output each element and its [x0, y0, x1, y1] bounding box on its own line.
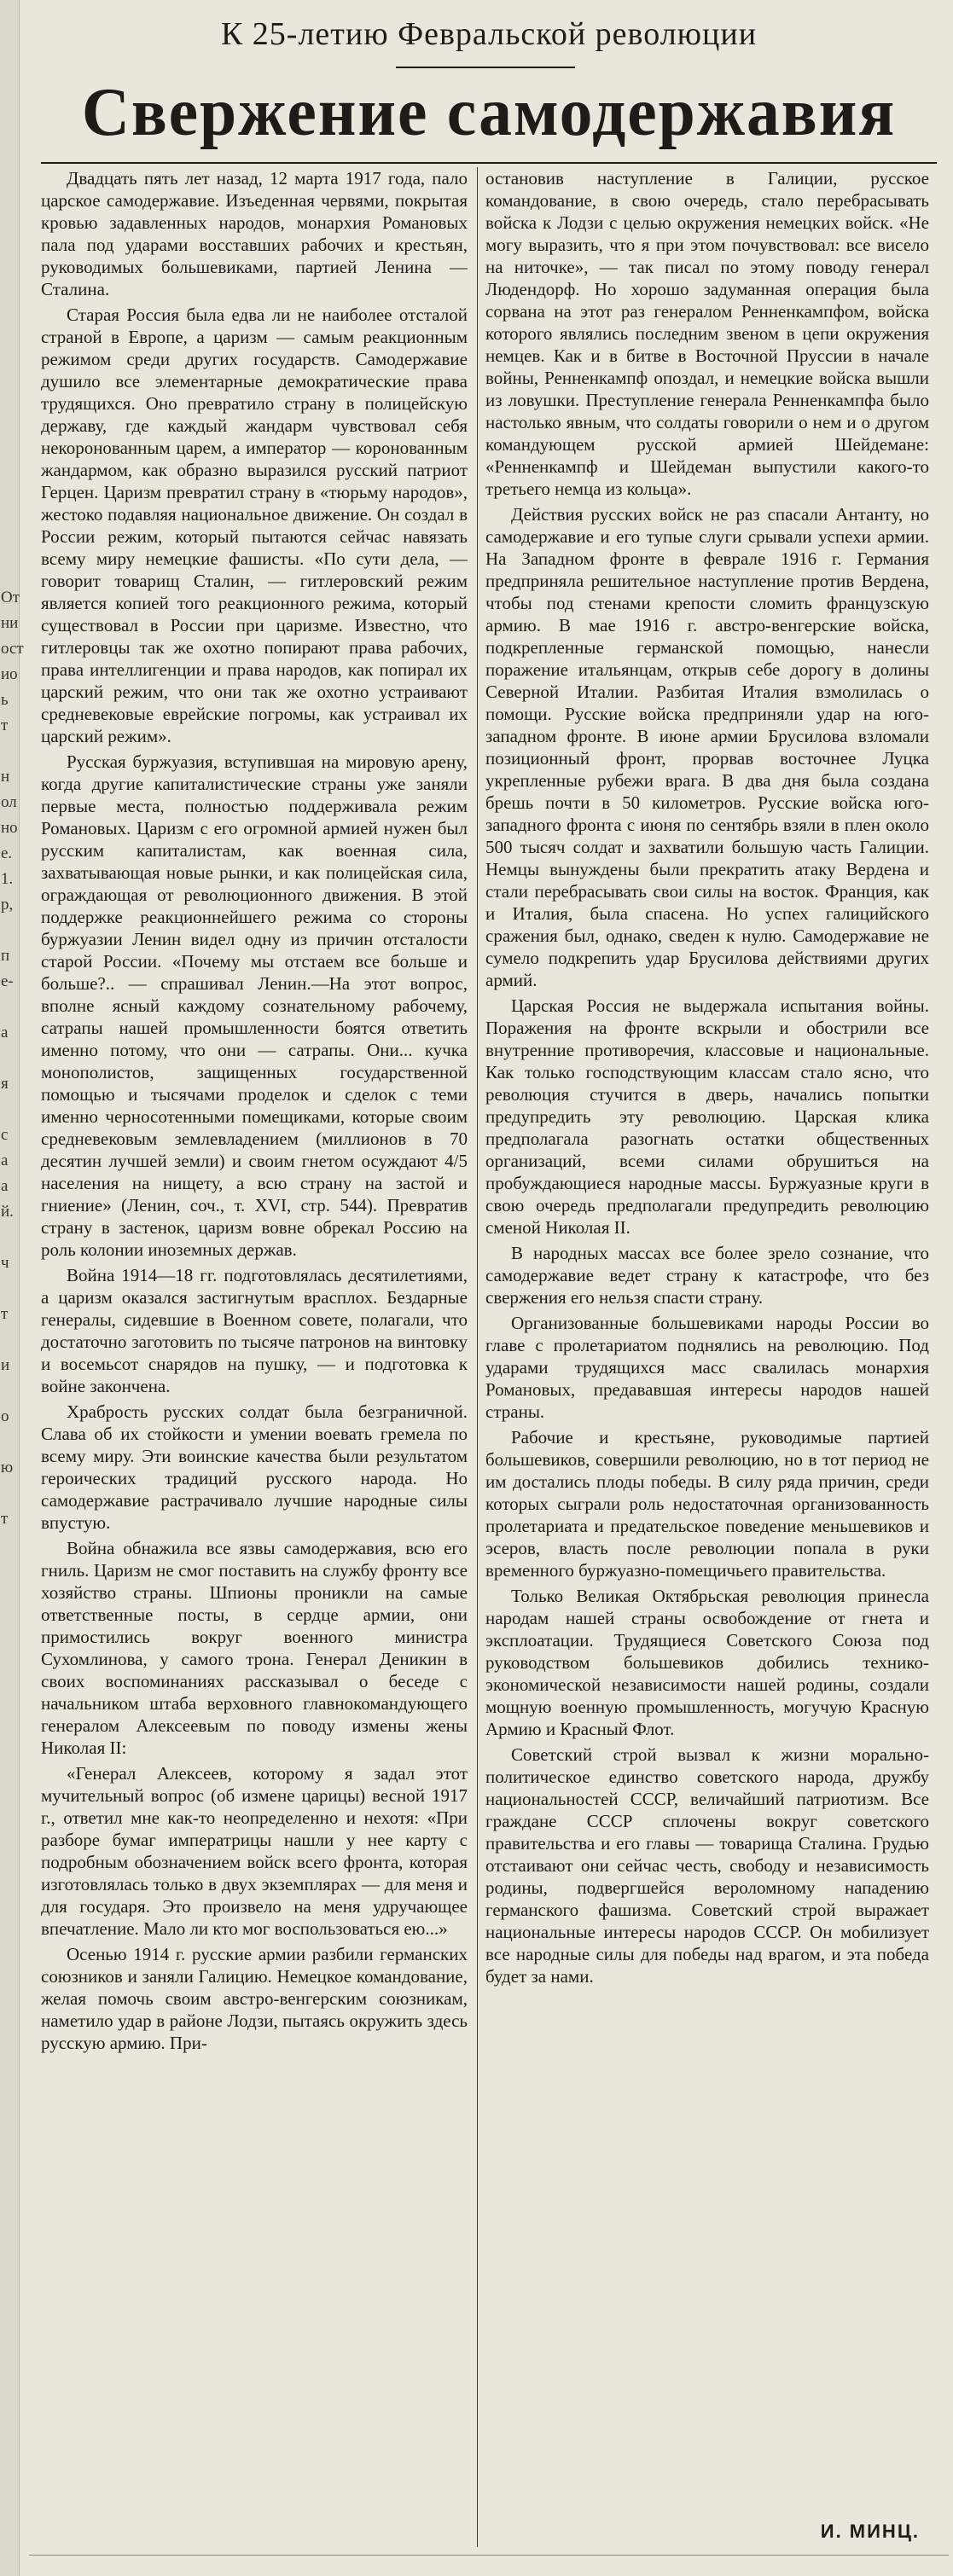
- strip-fragment: а: [1, 1177, 9, 1195]
- strip-fragment: но: [1, 819, 18, 837]
- strip-fragment: ол: [1, 793, 17, 811]
- strip-fragment: й.: [1, 1203, 14, 1221]
- strip-fragment: ч: [1, 1254, 9, 1272]
- column-divider: [477, 167, 478, 2547]
- strip-fragment: н: [1, 768, 10, 786]
- article-paragraph: Рабочие и крестьяне, руководимые партией большевиков, совершили революцию, но в тот период не им достались плоды победы. В силу ряда причин, среди которых сыграли роль недостаточная организованность пролетариата и предательское поведение меньшевиков и эсеров, власть после революции попала в руки временного буржуазно-помещичьего правительства.: [485, 1427, 929, 1581]
- neighbor-column-fragment: [0, 0, 24, 2576]
- strip-fragment: р,: [1, 896, 14, 914]
- article-paragraph: Только Великая Октябрьская революция принесла народам нашей страны освобождение от гнета и эксплоатации. Трудящиеся Советского Союза под руководством большевиков добились технико-экономической независимости нашей родины, создали мощную военную промышленность, могучую Красную Армию и Красный Флот.: [485, 1586, 929, 1739]
- article-paragraph: Действия русских войск не раз спасали Антанту, но самодержавие и его тупые слуги срывали успехи армии. На Западном фронте в феврале 1916 г. Германия предприняла решительное наступление против Вердена, чтобы под стенами крепости сломить французскую армию. В мае 1916 г. австро-венгерские войска, подкрепленные германской помощью, нанесли поражение итальянцам, открыв себе дорогу в долины Северной Италии. Разбитая Италия взмолилась о помощи. Русские войска предприняли удар на юго-западном фронте. В июне армии Брусилова взломали позиционный фронт, прорвав восточнее Луцка укрепленные рубежи врага. В два дня была создана брешь почти в 50 километров. Русские войска юго-западного фронта с июня по сентябрь взяли в плен около 500 тысяч солдат и захватили большую часть Галиции. Немцы вынуждены были прекратить атаку Вердена и стали перебрасывать свои силы на восток. Франция, как и Италия, была спасена. Но успех галицийского сражения был, однако, сведен к нулю. Самодержавие не сумело подкрепить удар Брусилова действиями других армий.: [485, 504, 929, 990]
- strip-fragment: е.: [1, 844, 13, 862]
- headline-rule: [41, 162, 937, 164]
- article-column-left: [41, 167, 468, 2547]
- article-paragraph: Царская Россия не выдержала испытания войны. Поражения на фронте вскрыли и обострили все внутренние противоречия, классовые и национальные. Как только господствующим классам стало ясно, что революция стучится в дверь, начались попытки предупредить эту революцию. Царская клика предполагала разогнать остатки общественных организаций, всеми силами обрушиться на пробуждающиеся народные массы. Буржуазные круги в свою очередь предполагали предупредить революцию сменой Николая II.: [485, 995, 929, 1238]
- strip-fragment: и: [1, 1356, 10, 1374]
- strip-fragment: От: [1, 589, 20, 606]
- strip-fragment: т: [1, 1305, 9, 1323]
- article-paragraph: «Генерал Алексеев, которому я задал этот мучительный вопрос (об измене царицы) весной 1917 г., ответил мне как-то неопределенно и нехотя: «При разборе бумаг императрицы нашли у нее карту с подробным обозначением войск всего фронта, которая изготовлялась только в двух экземплярах — для меня и для государя. Это произвело на меня удручающее впечатление. Мало ли кто мог воспользоваться ею...»: [41, 1763, 468, 1939]
- strip-fragment: с: [1, 1126, 9, 1144]
- newspaper-article: [29, 0, 949, 2576]
- article-paragraph: Война обнажила все язвы самодержавия, всю его гниль. Царизм не смог поставить на службу фронту все хозяйство страны. Шпионы проникли на самые ответственные посты, в сердце армии, они примостились вокруг военного министра Сухомлинова, у самого трона. Генерал Деникин в своих воспоминаниях рассказывал о беседе с начальником штаба верховного главнокомандующего генералом Алексеевым по поводу измены жены Николая II:: [41, 1538, 468, 1758]
- article-paragraph: Двадцать пять лет назад, 12 марта 1917 года, пало царское самодержавие. Изъеденная червями, покрытая кровью задавленных народов, монархия Романовых пала под ударами восставших рабочих и крестьян, руководимых большевиками, партией Ленина — Сталина.: [41, 168, 468, 299]
- strip-fragment: о: [1, 1407, 9, 1425]
- page-bottom-rule: [29, 2555, 949, 2556]
- article-paragraph: Русская буржуазия, вступившая на мировую арену, когда другие капиталистические страны уже заняли первые места, полностью поддерживала режим Романовых. Царизм с его огромной армией нужен был русским капиталистам, как военная сила, захватывающая новые рынки, и как полицейская сила, ограждающая от революционного движения. В этой поддержке реакционнейшего режима со стороны буржуазии Ленин видел одну из причин отсталости старой России. «Почему мы отстаем все больше и больше?.. — спрашивал Ленин.—На этот вопрос, вполне ясный каждому сознательному рабочему, сатрапы нашей промышленности боятся ответить именно потому, что они — сатрапы. Они... кучка монополистов, защищенных государственной помощью и тысячами проделок и сделок с теми именно черносотенными помещиками, которые своим средневековым землевладением (миллионов в 70 десятин лучшей земли) и своим гнетом осуждают 4/5 населения на нищету, а всю страну на застой и гниение» (Ленин, соч., т. XVI, стр. 544). Превратив страну в застенок, царизм вовне обрекал Россию на роль колонии иноземных держав.: [41, 751, 468, 1260]
- article-paragraph: остановив наступление в Галиции, русское командование, в свою очередь, стало перебрасывать войска к Лодзи с целью окружения немецких войск. «Не могу выразить, что я при этом почувствовал: все висело на ниточке», — так писал по этому поводу генерал Людендорф. Но хорошо задуманная операция была сорвана на этот раз генералом Ренненкампфом, войска которого являлись последним звеном в цепи окружения немцев. Как и в битве в Восточной Пруссии в начале войны, Ренненкампф опоздал, и немецкие войска вышли из ловушки. Преступление генерала Ренненкампфа было настолько явным, что солдаты говорили о нем и о другом командующем русской армией Шейдемане: «Ренненкампф и Шейдеман выпустили какого-то третьего немца из кольца».: [485, 168, 929, 499]
- strip-fragment: ь: [1, 691, 9, 709]
- article-headline: Свержение самодержавия: [81, 75, 897, 150]
- strip-fragment: п: [1, 947, 10, 965]
- strip-fragment: я: [1, 1075, 9, 1093]
- kicker-rule: [396, 67, 575, 68]
- article-paragraph: Старая Россия была едва ли не наиболее отсталой страной в Европе, а царизм — самым реакционным режимом среди других государств. Самодержавие душило все элементарные демократические права трудящихся. Оно превратило страну в полицейскую державу, где каждый жандарм чувствовал себя некоронованным царем, а император — коронованным жандармом, как образно выразился русский патриот Герцен. Царизм превратил страну в «тюрьму народов», жестоко подавляя национальное движение. Он создал в России режим, который пытаются сейчас навязать всему миру немецкие фашисты. «По сути дела, — говорит товарищ Сталин, — гитлеровский режим является копией того реакционного режима, который существовал в России при царизме. Известно, что гитлеровцы так же охотно попирают права рабочих, права интеллигенции и права народов, как попирал их царский режим, что они так же охотно устраивают средневековые еврейские погромы, как устраивал их царский режим».: [41, 305, 468, 746]
- article-column-right: [485, 167, 929, 2547]
- strip-fragment: ни: [1, 614, 19, 632]
- strip-fragment: 1.: [1, 870, 14, 888]
- article-paragraph: Война 1914—18 гг. подготовлялась десятилетиями, а царизм оказался застигнутым врасплох. Бездарные генералы, сидевшие в Военном совете, полагали, что достаточно заготовить по тысяче патронов на винтовку и восемьсот снарядов на пушку, — и подготовка к войне закончена.: [41, 1265, 468, 1396]
- strip-fragment: т: [1, 717, 9, 734]
- strip-fragment: ост: [1, 640, 24, 658]
- strip-fragment: а: [1, 1024, 9, 1041]
- strip-fragment: е-: [1, 972, 14, 990]
- article-paragraph: Храбрость русских солдат была безграничной. Слава об их стойкости и умении воевать гремела по всему миру. Эти воинские качества были результатом героических традиций русского народа. Но самодержавие растрачивало лучшие народные силы впустую.: [41, 1401, 468, 1533]
- author-signature: И. МИНЦ.: [820, 2521, 920, 2542]
- strip-fragment: т: [1, 1510, 9, 1528]
- strip-fragment: ю: [1, 1459, 14, 1477]
- article-paragraph: Осенью 1914 г. русские армии разбили германских союзников и заняли Галицию. Немецкое командование, желая помочь своим австро-венгерским союзникам, наметило удар в районе Лодзи, пытаясь окружить здесь русскую армию. При-: [41, 1944, 468, 2053]
- article-paragraph: В народных массах все более зрело сознание, что самодержавие ведет страну к катастрофе, что без свержения его нельзя спасти страну.: [485, 1243, 929, 1308]
- strip-fragment: а: [1, 1152, 9, 1169]
- article-kicker: К 25-летию Февральской революции: [220, 16, 758, 52]
- article-paragraph: Советский строй вызвал к жизни морально-политическое единство советского народа, дружбу национальностей СССР, величайший патриотизм. Все граждане СССР сплочены вокруг советского правительства и его главы — товарища Сталина. Грудью отстаивают они сейчас честь, свободу и независимость родины, подвергшейся вероломному нападению германского фашизма. Советский строй выражает национальные интересы народов СССР. Он мобилизует все народные силы для победы над врагом, и эта победа будет за нами.: [485, 1744, 929, 1987]
- article-paragraph: Организованные большевиками народы России во главе с пролетариатом поднялись на революцию. Под ударами трудящихся масс свалилась монархия Романовых, предававшая интересы народов нашей страны.: [485, 1313, 929, 1422]
- strip-fragment: ио: [1, 665, 18, 683]
